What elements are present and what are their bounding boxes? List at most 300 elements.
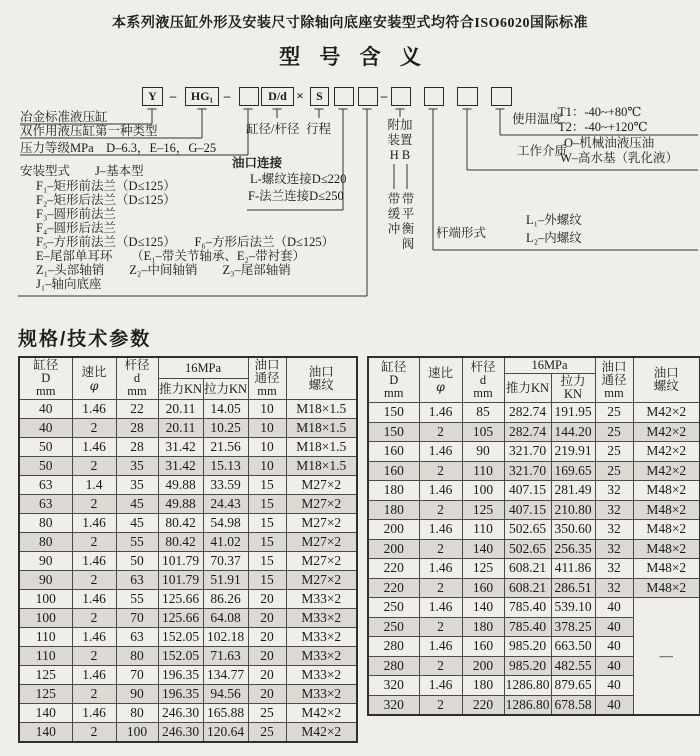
table-cell: M48×2 [633,500,700,520]
table-cell: 2 [72,571,116,590]
table-cell: 985.20 [504,656,551,676]
table-cell: 70 [116,666,158,685]
table-cell: 281.49 [551,481,595,501]
table-cell: 10.25 [203,419,248,438]
table-cell: 110 [19,628,72,647]
table-cell: 256.35 [551,539,595,559]
col-header-rod: 杆径 d mm [116,357,158,400]
table-cell: 407.15 [504,500,551,520]
table-cell: 32 [595,539,633,559]
table-cell: 80 [19,514,72,533]
table-cell: M27×2 [286,552,357,571]
table-row [19,533,357,552]
col-header-push: 推力KN [504,374,551,403]
label-metallurgy: 冶金标准液压缸 [20,110,108,124]
table-cell: 2 [419,617,462,637]
table-cell: 180 [462,617,504,637]
label-mounting-f2: F₂–矩形后法兰（D≤125） [36,193,176,207]
table-cell: 63 [116,571,158,590]
table-cell: 2 [72,419,116,438]
table-cell: 1.46 [72,590,116,609]
table-row [368,520,700,540]
table-cell: 110 [462,520,504,540]
table-cell: M27×2 [286,533,357,552]
table-cell: 378.25 [551,617,595,637]
table-row [19,457,357,476]
table-cell: 32 [595,520,633,540]
table-cell: 502.65 [504,520,551,540]
table-cell: M48×2 [633,559,700,579]
table-cell: 90 [462,442,504,462]
table-cell: 180 [462,676,504,696]
table-cell: 45 [116,514,158,533]
table-cell: 1.46 [419,559,462,579]
page-title: 型 号 含 义 [279,45,428,69]
label-mounting-f3: F₃–圆形前法兰 [36,207,117,221]
table-cell: 502.65 [504,539,551,559]
table-cell: 125.66 [158,590,203,609]
table-row [19,476,357,495]
table-cell: 196.35 [158,666,203,685]
table-cell: 63 [19,495,72,514]
table-cell: 85 [462,403,504,423]
label-mounting-title: 安装型式 J–基本型 [20,164,144,178]
table-cell: 2 [72,495,116,514]
table-cell: 25 [595,442,633,462]
table-cell: M42×2 [633,461,700,481]
table-cell: M33×2 [286,685,357,704]
table-row [368,422,700,442]
table-cell: 150 [368,422,419,442]
table-cell: 94.56 [203,685,248,704]
table-cell: 105 [462,422,504,442]
table-cell: 220 [462,695,504,715]
table-cell: 180 [368,500,419,520]
table-cell: 32 [595,578,633,598]
table-cell: 280 [368,656,419,676]
table-cell: M42×2 [633,422,700,442]
table-cell: 2 [72,647,116,666]
table-cell: 200 [368,520,419,540]
table-cell: 140 [462,539,504,559]
table-cell: 31.42 [158,438,203,457]
table-cell: 40 [19,419,72,438]
table-cell: 1.46 [72,628,116,647]
table-cell: 1.46 [419,442,462,462]
table-cell: 35 [116,476,158,495]
table-cell: 40 [19,400,72,419]
label-stroke: 行程 [306,122,332,136]
section-title: 规格/技术参数 [18,329,152,350]
table-cell: 160 [462,637,504,657]
table-cell: 1286.80 [504,695,551,715]
table-cell: 152.05 [158,628,203,647]
table-cell: 90 [19,571,72,590]
table-cell: 70 [116,609,158,628]
table-cell: 80 [116,704,158,723]
table-cell: 125 [462,500,504,520]
label-rod-end-l2: L₂–内螺纹 [526,231,582,245]
label-mounting-f1: F₁–矩形前法兰（D≤125） [36,179,176,193]
table-cell: 63 [19,476,72,495]
label-medium-title: 工作介质 [517,144,568,158]
table-cell: 54.98 [203,514,248,533]
table-cell: M33×2 [286,647,357,666]
col-header-pull: 拉力KN [551,374,595,403]
table-cell: M48×2 [633,578,700,598]
table-cell: 32 [595,481,633,501]
table-cell: M27×2 [286,476,357,495]
table-cell: 90 [116,685,158,704]
table-cell: M48×2 [633,481,700,501]
table-row [19,628,357,647]
table-cell: 80.42 [158,514,203,533]
code-box-rod-end [424,87,444,106]
table-cell: 80 [19,533,72,552]
table-cell: M42×2 [286,704,357,723]
table-row [368,559,700,579]
table-cell: 31.42 [158,457,203,476]
table-cell: 407.15 [504,481,551,501]
table-row [19,571,357,590]
label-temp-t1: T1：-40~+80℃ [558,105,642,119]
table-cell: 1.4 [72,476,116,495]
code-dash: – [223,88,231,103]
table-cell: 1.46 [72,400,116,419]
label-rod-end-l1: L₁–外螺纹 [526,213,582,227]
table-cell: M42×2 [633,403,700,423]
table-cell: 144.20 [551,422,595,442]
col-header-pressure-group: 16MPa [504,357,595,374]
table-row [368,403,700,423]
table-row [368,539,700,559]
table-cell: 2 [419,695,462,715]
table-row [368,481,700,501]
table-cell: 140 [462,598,504,618]
label-mounting-z: Z₁–头部轴销 Z₂–中间轴销 Z₃–尾部轴销 [36,263,291,277]
table-cell: 49.88 [158,495,203,514]
table-cell: 246.30 [158,723,203,743]
table-cell: 15 [248,514,286,533]
table-cell: 25 [595,403,633,423]
label-bore-rod: 缸径/杆径 [246,122,300,136]
table-cell: 220 [368,559,419,579]
table-row [19,495,357,514]
table-cell: 125 [462,559,504,579]
table-cell: 1.46 [419,637,462,657]
table-cell: 10 [248,400,286,419]
table-cell: 125 [19,685,72,704]
table-row [19,552,357,571]
label-medium-o: O–机械油液压油 [564,136,655,150]
table-cell: M18×1.5 [286,400,357,419]
table-cell: M33×2 [286,628,357,647]
table-cell: M18×1.5 [286,457,357,476]
table-cell: M42×2 [286,723,357,743]
table-row [368,442,700,462]
table-cell: 160 [368,461,419,481]
col-header-port-thread: 油口 螺纹 [633,357,700,403]
code-dash: – [380,88,388,103]
table-cell: 40 [595,617,633,637]
table-cell: 196.35 [158,685,203,704]
table-cell: 80 [116,647,158,666]
table-cell: 608.21 [504,578,551,598]
table-cell: 40 [595,656,633,676]
table-cell: 25 [248,723,286,743]
table-cell: 25 [248,704,286,723]
table-cell: 101.79 [158,571,203,590]
label-with-cushion: 带缓冲 [387,192,401,236]
table-cell: 28 [116,419,158,438]
col-header-pressure-group: 16MPa [158,357,248,379]
table-cell: 40 [595,637,633,657]
label-attachment-3: H B [389,148,411,162]
table-cell: 20 [248,647,286,666]
table-cell: 32 [595,500,633,520]
table-cell: 250 [368,598,419,618]
table-cell: 785.40 [504,617,551,637]
table-cell: 49.88 [158,476,203,495]
table-cell: M27×2 [286,514,357,533]
table-cell: 102.18 [203,628,248,647]
col-header-ratio: 速比 φ [419,357,462,403]
table-row [19,419,357,438]
table-cell: 40 [595,598,633,618]
table-cell: 71.63 [203,647,248,666]
table-cell: 2 [72,723,116,743]
label-port-conn-title: 油口连接 [232,156,283,170]
table-cell: 100 [462,481,504,501]
table-cell: 321.70 [504,461,551,481]
table-cell: 2 [72,457,116,476]
table-cell: 2 [72,609,116,628]
col-header-bore: 缸径 D mm [368,357,419,403]
table-cell: 20 [248,666,286,685]
table-cell: 25 [595,422,633,442]
table-cell: 21.56 [203,438,248,457]
table-cell: 140 [19,723,72,743]
table-cell: 63 [116,628,158,647]
table-row [19,723,357,743]
code-box-pressure [239,87,259,106]
table-cell: 55 [116,533,158,552]
label-with-balance-valve: 带平衡阀 [401,192,415,251]
table-cell: 86.26 [203,590,248,609]
table-cell: 282.74 [504,403,551,423]
table-row [19,704,357,723]
table-cell: 250 [368,617,419,637]
table-cell: 1.46 [419,520,462,540]
label-port-conn-f: F-法兰连接D≤250 [248,189,344,203]
table-cell: 35 [116,457,158,476]
table-cell: 15 [248,552,286,571]
table-cell: 120.64 [203,723,248,743]
table-cell: M27×2 [286,571,357,590]
table-cell: 1.46 [72,552,116,571]
table-cell: 10 [248,419,286,438]
table-cell: M27×2 [286,495,357,514]
table-cell: 150 [368,403,419,423]
code-box-attachment [391,87,411,106]
table-cell: 20 [248,628,286,647]
table-cell: 1.46 [419,403,462,423]
label-port-conn-l: L-螺纹连接D≤220 [250,172,347,186]
table-cell: 134.77 [203,666,248,685]
table-cell: 1.46 [72,704,116,723]
table-row [368,578,700,598]
table-cell: 125.66 [158,609,203,628]
label-mounting-f4: F₄–圆形后法兰 [36,221,117,235]
table-cell: 2 [72,685,116,704]
table-row [19,514,357,533]
table-cell: 64.08 [203,609,248,628]
table-cell: 1.46 [72,438,116,457]
table-cell: 210.80 [551,500,595,520]
table-cell: 20.11 [158,419,203,438]
table-cell: 20 [248,590,286,609]
table-cell: 280 [368,637,419,657]
table-cell: 32 [595,559,633,579]
table-cell: 2 [419,500,462,520]
table-cell: 100 [116,723,158,743]
table-cell: 10 [248,438,286,457]
table-cell: 180 [368,481,419,501]
table-cell: 2 [419,461,462,481]
label-medium-w: W–高水基（乳化液） [560,151,679,165]
code-dash: – [169,88,177,103]
table-cell: M18×1.5 [286,438,357,457]
table-cell: 50 [19,457,72,476]
label-mounting-e: E–尾部单耳环 （E₁–带关节轴承、E₂–带衬套） [36,249,306,263]
table-cell: 110 [462,461,504,481]
table-cell: 14.05 [203,400,248,419]
table-cell: 2 [419,578,462,598]
table-cell: 15 [248,533,286,552]
table-cell: 22 [116,400,158,419]
table-cell: 879.65 [551,676,595,696]
table-cell: 482.55 [551,656,595,676]
table-cell: 152.05 [158,647,203,666]
merged-table-cell: — [633,598,700,716]
table-cell: 20.11 [158,400,203,419]
table-cell: 350.60 [551,520,595,540]
table-cell: 55 [116,590,158,609]
table-cell: 41.02 [203,533,248,552]
table-cell: 282.74 [504,422,551,442]
code-box-bore-rod: D/d [261,87,294,106]
table-row [19,609,357,628]
spec-table-right [367,356,700,716]
table-cell: 15 [248,476,286,495]
table-row [19,400,357,419]
table-cell: 15 [248,571,286,590]
table-row [368,461,700,481]
code-multiply-sign: × [296,88,304,103]
table-cell: 200 [368,539,419,559]
label-double-acting: 双作用液压缸第一种类型 [20,124,158,138]
table-cell: 50 [116,552,158,571]
table-cell: 321.70 [504,442,551,462]
table-cell: M33×2 [286,609,357,628]
table-cell: 2 [419,539,462,559]
table-cell: 411.86 [551,559,595,579]
table-cell: M33×2 [286,666,357,685]
table-cell: M48×2 [633,539,700,559]
table-cell: 70.37 [203,552,248,571]
table-row [19,438,357,457]
label-pressure-grade: 压力等级MPa D–6.3，E–16，G–25 [20,141,217,155]
table-cell: 608.21 [504,559,551,579]
table-row [368,500,700,520]
table-cell: 160 [462,578,504,598]
table-cell: 1286.80 [504,676,551,696]
label-mounting-j1: J₁–轴向底座 [36,277,102,291]
code-box-port [334,87,354,106]
table-row [368,598,700,618]
table-cell: 191.95 [551,403,595,423]
table-cell: 20 [248,685,286,704]
table-cell: 220 [368,578,419,598]
label-mounting-f5-f6: F₅–方形前法兰（D≤125） F₆–方形后法兰（D≤125） [36,235,335,249]
table-cell: 33.59 [203,476,248,495]
table-cell: 2 [419,656,462,676]
table-cell: 15 [248,495,286,514]
table-cell: 985.20 [504,637,551,657]
col-header-port-dia: 油口 通径 mm [248,357,286,400]
col-header-pull: 拉力KN [203,379,248,400]
table-cell: 286.51 [551,578,595,598]
table-cell: 45 [116,495,158,514]
intro-text: 本系列液压缸外形及安装尺寸除轴向底座安装型式均符合ISO6020国际标准 [111,16,589,31]
table-cell: 2 [419,422,462,442]
label-rod-end-title: 杆端形式 [436,226,487,240]
table-cell: 100 [19,609,72,628]
label-temp-title: 使用温度 [512,112,563,126]
col-header-port-thread: 油口 螺纹 [286,357,357,400]
table-cell: 20 [248,609,286,628]
code-box-stroke: S [310,87,329,106]
table-cell: 165.88 [203,704,248,723]
table-cell: 110 [19,647,72,666]
table-cell: 200 [462,656,504,676]
table-cell: 50 [19,438,72,457]
table-cell: M18×1.5 [286,419,357,438]
spec-table-left [18,356,358,743]
label-attachment-2: 装置 [387,133,413,147]
table-cell: 219.91 [551,442,595,462]
table-cell: 80.42 [158,533,203,552]
table-cell: 663.50 [551,637,595,657]
table-cell: 90 [19,552,72,571]
label-temp-t2: T2：-40~+120℃ [558,120,648,134]
table-cell: 40 [595,676,633,696]
table-cell: 125 [19,666,72,685]
code-box-type: HG₁ [185,87,219,106]
col-header-bore: 缸径 D mm [19,357,72,400]
table-cell: M48×2 [633,520,700,540]
table-cell: 1.46 [72,666,116,685]
table-cell: 24.43 [203,495,248,514]
code-box-medium [457,87,478,106]
table-cell: 28 [116,438,158,457]
table-cell: 246.30 [158,704,203,723]
table-cell: 140 [19,704,72,723]
table-cell: 320 [368,676,419,696]
col-header-ratio: 速比 φ [72,357,116,400]
col-header-rod: 杆径 d mm [462,357,504,403]
table-cell: 15.13 [203,457,248,476]
